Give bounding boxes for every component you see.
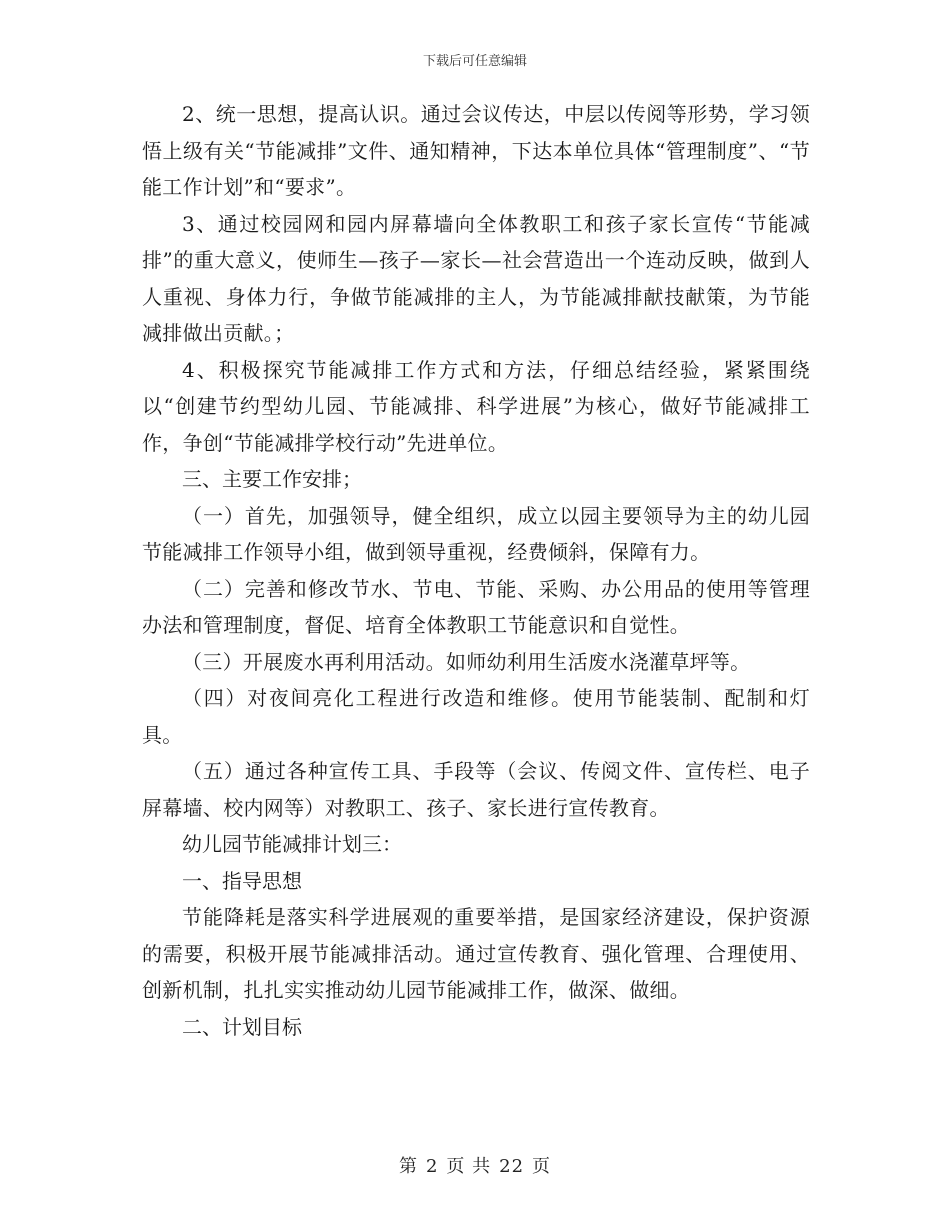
page-header: 下载后可任意编辑 <box>422 54 527 69</box>
item-5: （五）通过各种宣传工具、手段等（会议、传阅文件、宣传栏、电子屏幕墙、校内网等）对教职工、孩子、家长进行宣传教育。 <box>142 759 810 820</box>
current-page-number: 2 <box>425 1156 439 1177</box>
section-heading-plan-goals: 二、计划目标 <box>182 1014 302 1039</box>
item-1: （一）首先，加强领导，健全组织，成立以园主要领导为主的幼儿园节能减排工作领导小组，做到领导重视，经费倾斜，保障有力。 <box>142 503 810 564</box>
footer-middle: 页 共 <box>446 1156 492 1177</box>
paragraph-4: 4、积极探究节能减排工作方式和方法，仔细总结经验，紧紧围绕以“创建节约型幼儿园、节能减排、科学进展”为核心，做好节能减排工作，争创“节能减排学校行动”先进单位。 <box>142 357 810 455</box>
item-3: （三）开展废水再利用活动。如师幼利用生活废水浇灌草坪等。 <box>182 649 751 674</box>
paragraph-3: 3、通过校园网和园内屏幕墙向全体教职工和孩子家长宣传“节能减排”的重大意义，使师生—孩子—家长—社会营造出一个连动反映，做到人人重视、身体力行，争做节能减排的主人，为节能减排献技献策，为节能减排做出贡献。； <box>142 211 810 345</box>
page-footer <box>0 1152 950 1178</box>
plan-three-title: 幼儿园节能减排计划三： <box>182 832 402 856</box>
item-4: （四）对夜间亮化工程进行改造和维修。使用节能装制、配制和灯具。 <box>142 686 810 747</box>
item-2: （二）完善和修改节水、节电、节能、采购、办公用品的使用等管理办法和管理制度，督促、培育全体教职工节能意识和自觉性。 <box>142 576 810 637</box>
section-heading-guiding-thought: 一、指导思想 <box>182 868 302 893</box>
footer-suffix: 页 <box>532 1156 552 1177</box>
section-heading-work-arrangement: 三、主要工作安排； <box>182 467 362 491</box>
paragraph-guiding-thought: 节能降耗是落实科学进展观的重要举措，是国家经济建设，保护资源的需要，积极开展节能减排活动。通过宣传教育、强化管理、合理使用、创新机制，扎扎实实推动幼儿园节能减排工作，做深、做细。 <box>142 905 810 1002</box>
document-body <box>142 96 810 1045</box>
total-page-count: 22 <box>499 1156 525 1177</box>
footer-prefix: 第 <box>398 1156 418 1177</box>
paragraph-2: 2、统一思想，提高认识。通过会议传达，中层以传阅等形势，学习领悟上级有关“节能减排”文件、通知精神，下达本单位具体“管理制度”、“节能工作计划”和“要求”。 <box>142 102 810 199</box>
